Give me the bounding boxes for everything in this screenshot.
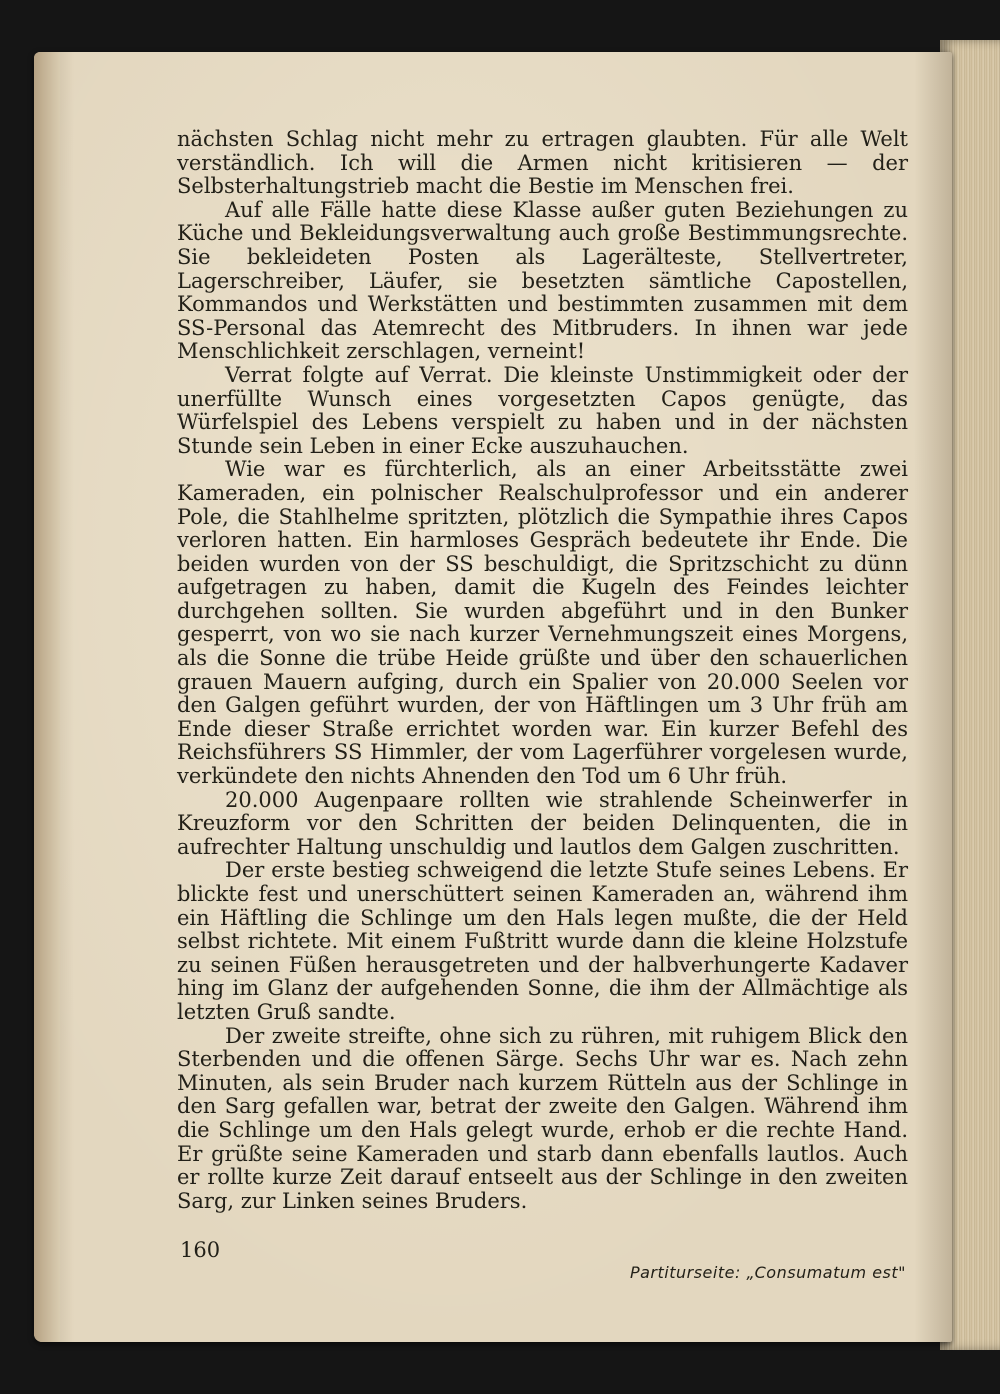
footer-caption: Partiturseite: „Consumatum est": [629, 1263, 906, 1282]
paragraph-5: 20.000 Augenpaare rollten wie strahlende Scheinwerfer in Kreuzform vor den Schritten der beiden Delinquenten, die in aufrechter Haltung unschuldig und lautlos dem Galgen zuschritten.: [177, 787, 908, 859]
body-text: [177, 128, 908, 1213]
paragraph-7: Der zweite streifte, ohne sich zu rühren, mit ruhigem Blick den Sterbenden und die offenen Särge. Sechs Uhr war es. Nach zehn Minuten, als sein Bruder nach kurzem Rütteln aus der Schlinge in den Sarg gefallen war, betrat der zweite den Galgen. Während ihm die Schlinge um den Hals gelegt wurde, erhob er die rechte Hand. Er grüßte seine Kameraden und starb dann ebenfalls lautlos. Auch er rollte kurze Zeit darauf entseelt aus der Schlinge in den zweiten Sarg, zur Linken seines Bruders.: [177, 1023, 908, 1213]
page-gutter-shadow: [34, 52, 60, 1342]
paragraph-6: Der erste bestieg schweigend die letzte Stufe seines Lebens. Er blickte fest und unerschüttert seinen Kameraden an, während ihm ein Häftling die Schlinge um den Hals legen mußte, die der Held selbst richtete. Mit einem Fußtritt wurde dann die kleine Holzstufe zu seinen Füßen herausgetreten und der halbverhungerte Kadaver hing im Glanz der aufgehenden Sonne, die ihm der Allmächtige als letzten Gruß sandte.: [177, 858, 908, 1024]
paragraph-4: Wie war es fürchterlich, als an einer Arbeitsstätte zwei Kameraden, ein polnischer Realschulprofessor und ein anderer Pole, die Stahlhelme spritzten, plötzlich die Sympathie ihres Capos verloren hatten. Ein harmloses Gespräch bedeutete ihr Ende. Die beiden wurden von der SS beschuldigt, die Spritzschicht zu dünn aufgetragen zu haben, damit die Kugeln des Feindes leichter durchgehen sollten. Sie wurden abgeführt und in den Bunker gesperrt, von wo sie nach kurzer Vernehmungszeit eines Morgens, als die Sonne die trübe Heide grüßte und über den schauerlichen grauen Mauern aufging, durch ein Spalier von 20.000 Seelen vor den Galgen geführt wurden, der von Häftlingen um 3 Uhr früh am Ende dieser Straße errichtet worden war. Ein kurzer Befehl des Reichsführers SS Himmler, der vom Lagerführer vorgelesen wurde, verkündete den nichts Ahnenden den Tod um 6 Uhr früh.: [177, 457, 908, 789]
paragraph-1: nächsten Schlag nicht mehr zu ertragen glaubten. Für alle Welt verständlich. Ich will die Armen nicht kritisieren — der Selbsterhaltungstrieb macht die Bestie im Menschen frei.: [177, 127, 908, 199]
paragraph-2: Auf alle Fälle hatte diese Klasse außer guten Beziehungen zu Küche und Bekleidungsverwaltung auch große Bestimmungsrechte. Sie bekleideten Posten als Lagerälteste, Stellvertreter, Lagerschreiber, Läufer, sie besetzten sämtliche Capostellen, Kommandos und Werkstätten und bestimmten zusammen mit dem SS-Personal das Atemrecht des Mitbruders. In ihnen war jede Menschlichkeit zerschlagen, verneint!: [177, 197, 908, 364]
paragraph-3: Verrat folgte auf Verrat. Die kleinste Unstimmigkeit oder der unerfüllte Wunsch eines vorgesetzten Capos genügte, das Würfelspiel des Lebens verspielt zu haben und in der nächsten Stunde sein Leben in einer Ecke auszuhauchen.: [177, 362, 908, 458]
page-number: 160: [180, 1238, 221, 1262]
